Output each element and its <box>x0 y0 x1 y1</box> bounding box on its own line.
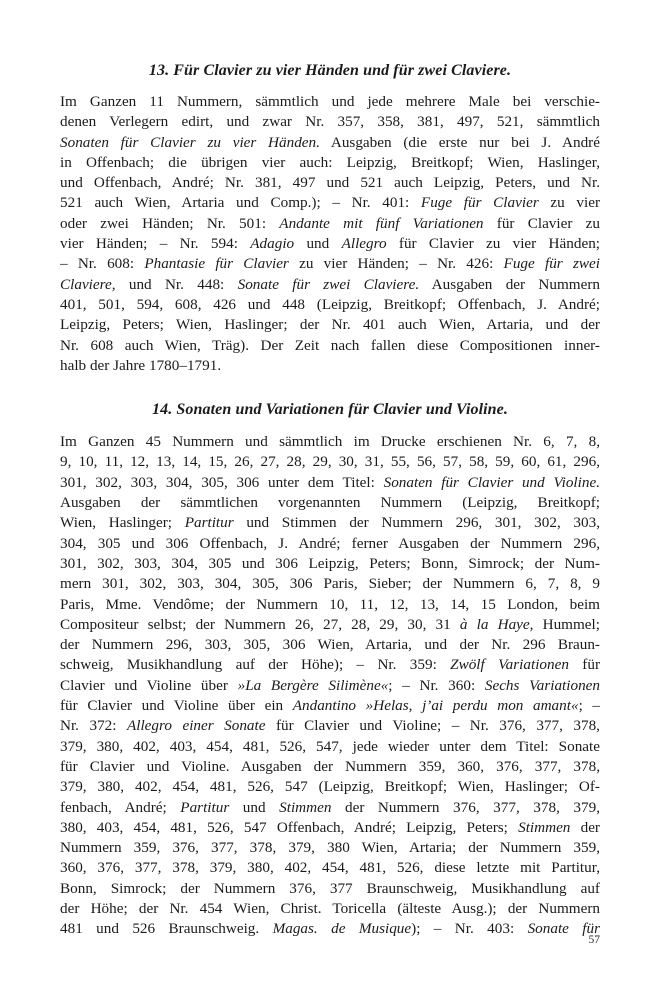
page-number: 57 <box>588 934 600 946</box>
text-line: Sonaten für Clavier zu vier Händen. Ausgaben (die erste nur bei J. André <box>60 133 600 151</box>
text-line: für Clavier und Violine. Ausgaben der Nummern 359, 360, 376, 377, 378, <box>60 757 600 775</box>
text-line: 481 und 526 Braunschweig. Magas. de Musique); – Nr. 403: Sonate für <box>60 920 600 938</box>
text-line: Claviere, und Nr. 448: Sonate für zwei Claviere. Ausgaben der Nummern <box>60 275 600 293</box>
section-13-heading: 13. Für Clavier zu vier Händen und für zwei Claviere. <box>148 62 512 79</box>
italic-text: Partitur <box>184 514 234 532</box>
italic-text: Adagio <box>250 235 295 253</box>
text-line: Leipzig, Peters; Wien, Haslinger; der Nr. 401 auch Wien, Artaria, und der <box>60 316 600 334</box>
text-line: Nr. 608 auch Wien, Träg). Der Zeit nach fallen diese Compositionen inner- <box>60 336 600 354</box>
text-line: schweig, Musikhandlung auf der Höhe); – Nr. 359: Zwölf Variationen für <box>60 656 600 674</box>
text-line: Paris, Mme. Vendôme; der Nummern 10, 11, 12, 13, 14, 15 London, beim <box>60 595 600 613</box>
text-line: Wien, Haslinger; Partitur und Stimmen der Nummern 296, 301, 302, 303, <box>60 514 600 532</box>
text-line: fenbach, André; Partitur und Stimmen der Nummern 376, 377, 378, 379, <box>60 798 600 816</box>
text-line: 301, 302, 303, 304, 305, 306 unter dem Titel: Sonaten für Clavier und Violine. <box>60 473 600 491</box>
text-line: der Höhe; der Nr. 454 Wien, Christ. Toricella (älteste Ausg.); der Nummern <box>60 899 600 917</box>
section-14-heading: 14. Sonaten und Variationen für Clavier und Violine. <box>152 401 508 419</box>
text-line: für Clavier und Violine über ein Andantino »Helas, j’ai perdu mon amant«; – <box>60 697 600 715</box>
text-line: oder zwei Händen; Nr. 501: Andante mit fünf Variationen für Clavier zu <box>60 214 600 232</box>
text-line: mern 301, 302, 303, 304, 305, 306 Paris, Sieber; der Nummern 6, 7, 8, 9 <box>60 575 600 593</box>
italic-text: Andante mit fünf Variationen <box>279 214 484 232</box>
section-13 <box>60 61 600 376</box>
text-line: 380, 403, 454, 481, 526, 547 Offenbach, André; Leipzig, Peters; Stimmen der <box>60 818 600 836</box>
text-line: halb der Jahre 1780–1791. <box>60 356 222 374</box>
italic-text: Phantasie für Clavier <box>144 255 289 273</box>
italic-text: Partitur <box>180 798 230 816</box>
text-line: 401, 501, 594, 608, 426 und 448 (Leipzig, Breitkopf; Offenbach, J. André; <box>60 295 600 313</box>
italic-text: Stimmen <box>518 818 571 836</box>
text-line: in Offenbach; die übrigen vier auch: Leipzig, Breitkopf; Wien, Haslinger, <box>60 153 600 171</box>
text-line: Ausgaben der sämmtlichen vorgenannten Nummern (Leipzig, Breitkopf; <box>60 494 600 512</box>
text-line: Compositeur selbst; der Nummern 26, 27, 28, 29, 30, 31 à la Haye, Hummel; <box>60 615 600 633</box>
italic-text: Andantino »Helas, j’ai perdu mon amant« <box>292 697 579 715</box>
text-line: 379, 380, 402, 403, 454, 481, 526, 547, jede wieder unter dem Titel: Sonate <box>60 737 600 755</box>
italic-text: Sonaten für Clavier und Violine. <box>383 473 600 491</box>
text-line: Clavier und Violine über »La Bergère Silimène«; – Nr. 360: Sechs Variationen <box>60 676 600 694</box>
section-13-paragraph <box>60 92 600 376</box>
text-line: 360, 376, 377, 378, 379, 380, 402, 454, 481, 526, diese letzte mit Partitur, <box>60 859 600 877</box>
text-line: Nummern 359, 376, 377, 378, 379, 380 Wien, Artaria; der Nummern 359, <box>60 839 600 857</box>
italic-text: Allegro einer Sonate <box>126 717 266 735</box>
italic-text: Fuge für zwei <box>503 255 600 273</box>
text-line: – Nr. 608: Phantasie für Clavier zu vier Händen; – Nr. 426: Fuge für zwei <box>60 255 600 273</box>
italic-text: Fuge für Clavier <box>420 194 539 212</box>
text-line: 304, 305 und 306 Offenbach, J. André; ferner Ausgaben der Nummern 296, <box>60 534 600 552</box>
text-line: und Offenbach, André; Nr. 381, 497 und 521 auch Leipzig, Peters, und Nr. <box>60 174 600 192</box>
italic-text: »La Bergère Silimène« <box>237 676 389 694</box>
italic-text: Sonate für zwei Claviere. <box>237 275 420 293</box>
italic-text: Allegro <box>341 235 387 253</box>
italic-text: Sonate für <box>527 920 600 938</box>
text-line: vier Händen; – Nr. 594: Adagio und Allegro für Clavier zu vier Händen; <box>60 235 600 253</box>
italic-text: Stimmen <box>279 798 332 816</box>
text-line: Im Ganzen 11 Nummern, sämmtlich und jede mehrere Male bei verschie- <box>60 93 600 110</box>
italic-text: Zwölf Variationen <box>450 656 569 674</box>
italic-text: Magas. de Musique <box>272 920 412 938</box>
text-line: 301, 302, 303, 304, 305 und 306 Leipzig, Peters; Bonn, Simrock; der Num- <box>60 554 600 572</box>
text-line: der Nummern 296, 303, 305, 306 Wien, Artaria, und der Nr. 296 Braun- <box>60 636 600 654</box>
italic-text: Claviere, <box>60 275 116 293</box>
text-line: Nr. 372: Allegro einer Sonate für Clavier und Violine; – Nr. 376, 377, 378, <box>60 717 600 735</box>
text-line: 9, 10, 11, 12, 13, 14, 15, 26, 27, 28, 29, 30, 31, 55, 56, 57, 58, 59, 60, 61, 296, <box>60 453 600 471</box>
section-14 <box>60 400 600 939</box>
text-line: Im Ganzen 45 Nummern und sämmtlich im Drucke erschienen Nr. 6, 7, 8, <box>60 433 600 451</box>
italic-text: Sechs Variationen <box>484 676 600 694</box>
italic-text: Sonaten für Clavier zu vier Händen. <box>60 133 320 151</box>
italic-text: à la Haye, <box>459 615 534 633</box>
text-line: 521 auch Wien, Artaria und Comp.); – Nr. 401: Fuge für Clavier zu vier <box>60 194 600 212</box>
section-14-paragraph <box>60 432 600 939</box>
text-line: Bonn, Simrock; der Nummern 376, 377 Braunschweig, Musikhandlung auf <box>60 879 600 897</box>
text-line: denen Verlegern edirt, und zwar Nr. 357, 358, 381, 497, 521, sämmtlich <box>60 113 600 131</box>
text-line: 379, 380, 402, 454, 481, 526, 547 (Leipzig, Breitkopf; Wien, Haslinger; Of- <box>60 778 600 796</box>
